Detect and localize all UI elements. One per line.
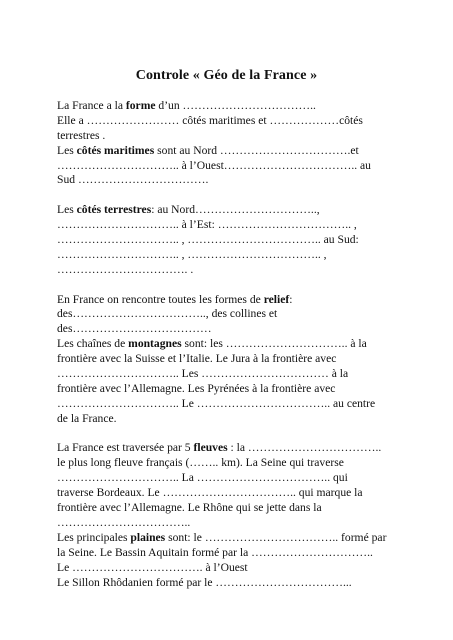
text-segment: Les chaînes de [57,337,129,351]
text-line [57,203,409,218]
text-line [57,367,409,382]
text-line [57,114,409,129]
bold-keyword: côtés terrestres [76,203,152,217]
text-segment: sont: le …………………………….. formé par [165,530,387,544]
bold-keyword: côtés maritimes [76,143,155,157]
text-line [57,263,409,278]
text-segment: ………………………….. , …………………………….. au Sud: [57,233,359,247]
text-line [57,561,409,576]
text-line [57,486,409,501]
text-line [57,546,409,561]
text-line [57,129,409,144]
text-line [57,397,409,412]
text-segment: ………………………….. , …………………………….. , [57,247,327,261]
text-segment: des…………………………….., des collines et [57,307,278,321]
text-segment: traverse Bordeaux. Le …………………………….. qui marque la [57,486,363,500]
text-segment: …………………………….. [57,515,191,529]
text-line [57,99,409,114]
text-line [57,173,409,188]
text-segment: : au Nord………………………….., [151,203,320,217]
text-segment: terrestres . [57,128,106,142]
bold-keyword: relief [263,292,290,306]
text-line [57,248,409,263]
text-line [57,382,409,397]
text-segment: ………………………….. Les …………………………… à la [57,367,349,381]
text-segment: Elle a …………………… côtés maritimes et ………………côtés [57,113,363,127]
document-body [57,99,409,590]
text-segment: : la …………………………….. [227,441,382,455]
text-line [57,233,409,248]
text-segment: frontière avec l’Allemagne. Les Pyrénées à la frontière avec [57,381,336,395]
text-line [57,337,409,352]
bold-keyword: forme [125,99,156,112]
text-segment: d’un …………………………….. [155,99,316,112]
text-segment: le plus long fleuve français (…….. km). La Seine qui traverse [57,456,344,470]
text-segment: Les [57,203,77,217]
text-segment: ………………………….. La …………………………….. qui [57,471,348,485]
text-line [57,307,409,322]
paragraph-gap [57,278,409,293]
text-segment: sont au Nord …………………………….et [154,143,359,157]
text-segment: : [289,292,293,306]
paragraph-gap [57,188,409,203]
text-segment: frontière avec la Suisse et l’Italie. Le Jura à la frontière avec [57,352,337,366]
bold-keyword: plaines [130,530,166,544]
text-segment: Les principales [57,530,131,544]
text-line [57,293,409,308]
text-line [57,516,409,531]
text-line [57,531,409,546]
paragraph-gap [57,427,409,442]
text-segment: ………………………….. à l’Est: …………………………….. , [57,218,357,232]
text-line [57,501,409,516]
text-segment: ………………………….. Le …………………………….. au centre [57,396,376,410]
text-line [57,412,409,427]
text-segment: La France est traversée par 5 [57,441,194,455]
text-segment: de la France. [57,411,117,425]
text-line [57,471,409,486]
text-segment: sont: les ………………………….. à la [181,337,367,351]
text-segment: La France a la [57,99,126,112]
text-segment: la Seine. Le Bassin Aquitain formé par la ………………………….. [57,545,373,559]
bold-keyword: fleuves [193,441,228,455]
text-segment: Le Sillon Rhôdanien formé par le ……………………………... [57,575,352,589]
text-segment: En France on rencontre toutes les formes de [57,292,264,306]
text-segment: Les [57,143,77,157]
text-segment: Sud ……………………………. [57,173,209,187]
text-segment: ………………………….. à l’Ouest…………………………….. au [57,158,371,172]
text-line [57,352,409,367]
text-line [57,159,409,174]
text-segment: frontière avec l’Allemagne. Le Rhône qui se jette dans la [57,501,322,515]
text-segment: des……………………………… [57,322,212,336]
bold-keyword: montagnes [128,337,182,351]
text-line [57,441,409,456]
text-segment: Le ……………………………. à l’Ouest [57,560,248,574]
text-line [57,576,409,591]
text-line [57,322,409,337]
text-segment: ……………………………. . [57,262,194,276]
text-line [57,456,409,471]
page-title: Controle « Géo de la France » [135,68,318,83]
text-line [57,218,409,233]
text-line [57,144,409,159]
